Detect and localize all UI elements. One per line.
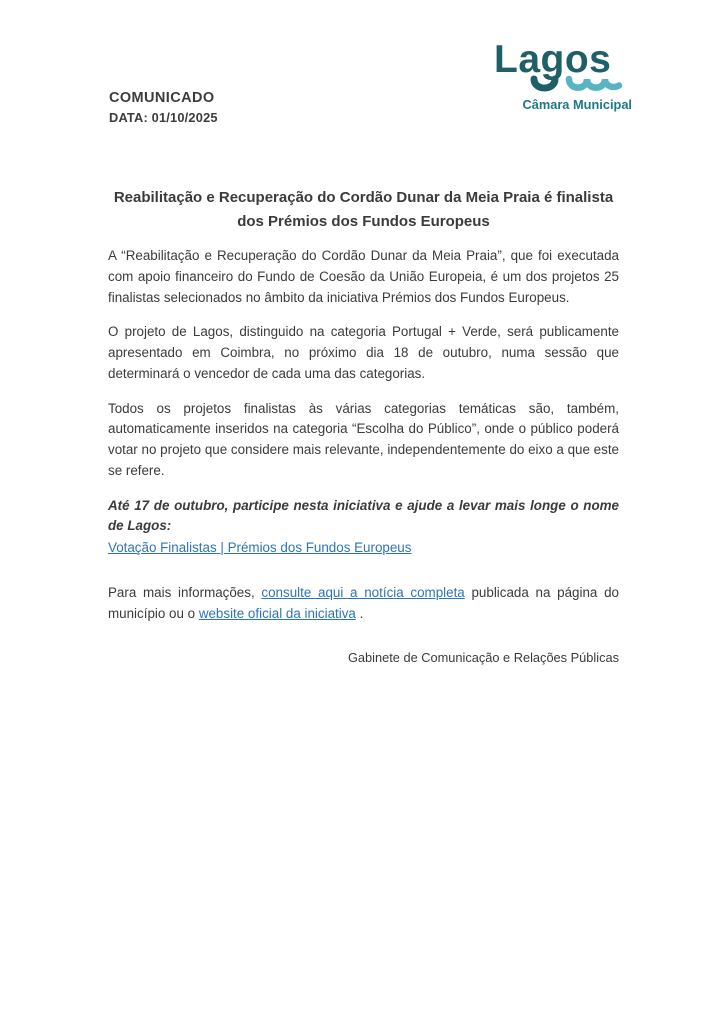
- cta-paragraph: Até 17 de outubro, participe nesta iniciativa e ajude a levar mais longe o nome de Lagos:: [108, 497, 619, 534]
- paragraph-2: O projeto de Lagos, distinguido na categoria Portugal + Verde, será publicamente apresentado em Coimbra, no próximo dia 18 de outubro, numa sessão que determinará o vencedor de cada uma das categorias.: [108, 324, 619, 381]
- wave-icon: [528, 75, 632, 97]
- comunicado-label: COMUNICADO: [109, 90, 215, 106]
- paragraph-1: A “Reabilitação e Recuperação do Cordão Dunar da Meia Praia”, que foi executada com apoio financeiro do Fundo de Coesão da União Europeia, é um dos projetos 25 finalistas selecionados no âmbito da iniciativa Prémios dos Fundos Europeus.: [108, 248, 619, 305]
- official-website-link[interactable]: website oficial da iniciativa: [198, 605, 356, 621]
- signature-line: Gabinete de Comunicação e Relações Públicas: [347, 650, 619, 666]
- document-content: [108, 186, 619, 665]
- date-label: DATA: 01/10/2025: [109, 110, 218, 125]
- paragraph-3: Todos os projetos finalistas às várias categorias temáticas são, também, automaticamente inseridos na categoria “Escolha do Público”, onde o público poderá votar no projeto que considere mais relevante, independentemente do eixo a que este se refere.: [108, 400, 619, 478]
- header: [109, 90, 218, 125]
- logo-wordmark: Lagos: [494, 38, 612, 81]
- voting-finalists-link[interactable]: Votação Finalistas | Prémios dos Fundos Europeus: [108, 540, 412, 556]
- info-text-before: Para mais informações,: [108, 584, 262, 600]
- document-title: Reabilitação e Recuperação do Cordão Dunar da Meia Praia é finalista dos Prémios dos Fundos Europeus: [113, 189, 614, 230]
- info-text-after: .: [355, 605, 364, 621]
- lagos-municipal-logo: [494, 40, 634, 114]
- logo-subtitle: Câmara Municipal: [522, 97, 632, 112]
- full-news-link[interactable]: consulte aqui a notícia completa: [261, 584, 465, 600]
- info-text-middle: publicada na página do município ou o: [108, 584, 619, 621]
- info-paragraph: [108, 583, 619, 625]
